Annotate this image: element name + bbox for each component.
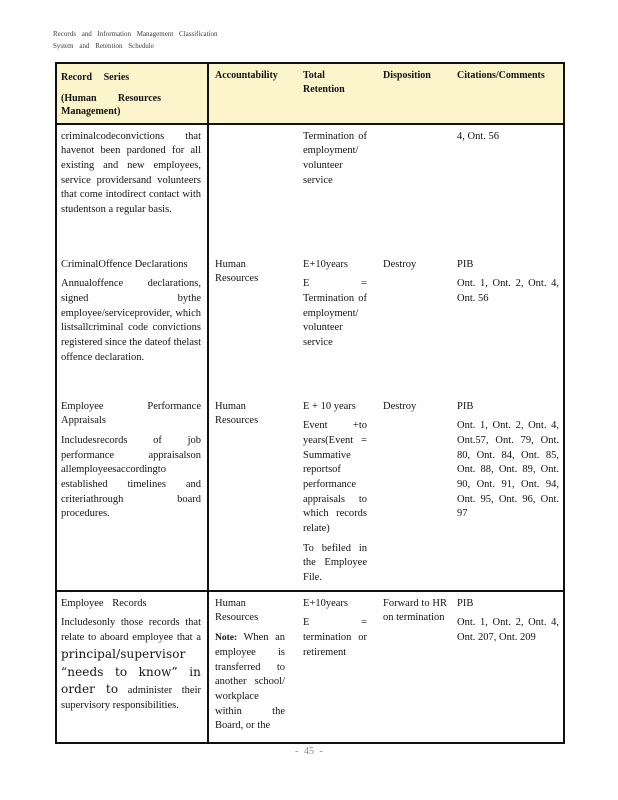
record-series-title: Employee Performance Appraisals (61, 400, 201, 427)
note-label: Note: (215, 633, 238, 644)
document-header (53, 28, 248, 52)
citation-paragraph: 4, Ont. 56 (457, 130, 499, 142)
table-row (57, 125, 563, 253)
record-series-cell (57, 125, 209, 253)
document-header-line1: Records and Information Management Classification (53, 30, 218, 38)
citation-paragraph: PIB (457, 258, 474, 270)
column-header-disposition: Disposition (383, 70, 431, 81)
description-text: administer their supervisory responsibilities. (61, 685, 201, 711)
disposition-cell (377, 125, 453, 253)
accountability-cell (209, 253, 297, 395)
accountability-text: Human Resources (215, 400, 259, 427)
disposition-cell (377, 253, 453, 395)
record-series-title: Employee Records (61, 597, 147, 609)
citation-paragraph: Ont. 1, Ont. 2, Ont. 4, Ont.57, Ont. 79, Ont. 80, Ont. 84, Ont. 85, Ont. 88, Ont. 89, Ont. 90, Ont. 91, Ont. 94, Ont. 95, Ont. 96, Ont. 97 (457, 420, 559, 520)
citations-cell (453, 592, 563, 742)
retention-paragraph: To befiled in the Employee File. (303, 542, 367, 584)
disposition-cell (377, 395, 453, 590)
citation-paragraph: Ont. 1, Ont. 2, Ont. 4, Ont. 56 (457, 278, 559, 304)
accountability-cell (209, 395, 297, 590)
column-header-citations: Citations/Comments (457, 70, 545, 81)
table-header-row (57, 64, 563, 125)
retention-cell (297, 395, 377, 590)
citation-paragraph: Ont. 1, Ont. 2, Ont. 4, Ont. 207, Ont. 209 (457, 617, 559, 644)
citations-cell (453, 253, 563, 395)
record-series-title: CriminalOffence Declarations (61, 258, 188, 270)
retention-paragraph: E+10years (303, 597, 348, 609)
record-series-cell (57, 592, 209, 742)
accountability-cell (209, 125, 297, 253)
disposition-cell (377, 592, 453, 742)
retention-paragraph: E+10years (303, 258, 348, 270)
accountability-text: Human Resources (215, 258, 259, 285)
citations-cell (453, 395, 563, 590)
retention-paragraph: E + 10 years (303, 400, 356, 412)
accountability-text: Human Resources (215, 597, 259, 624)
accountability-cell (209, 592, 297, 742)
record-series-description: criminalcodeconvictions that havenot been pardoned for all existing and new employees, service providersand volunteers that come intodirect contact with studentson a regular basis. (61, 130, 201, 215)
document-header-line2: System and Retention Schedule (53, 42, 154, 50)
record-series-header-subtitle: (Human Resources Management) (61, 92, 161, 117)
table-row (57, 395, 563, 590)
retention-cell (297, 125, 377, 253)
record-series-description (61, 616, 201, 713)
description-text: Includesonly those records that relate to aboard employee that a (61, 617, 201, 644)
disposition-text: Forward to HR on termination (383, 597, 447, 624)
retention-cell (297, 253, 377, 395)
retention-cell (297, 592, 377, 742)
record-series-description: Includesrecords of job performance appraisalson allemployeesaccordingto established timelines and criteriathrough board procedures. (61, 434, 201, 520)
table-row (57, 590, 563, 742)
citations-cell (453, 125, 563, 253)
retention-paragraph: E = termination or retirement (303, 617, 367, 658)
total-retention-header-label: Total Retention (303, 70, 345, 95)
note-text: When an employee is transferred to another school/ workplace within the Board, or the (215, 632, 285, 732)
retention-paragraph: Event +to years(Event = Summative reportsof performance appraisals to which records relate) (303, 420, 367, 534)
record-series-cell (57, 395, 209, 590)
table-row (57, 253, 563, 395)
disposition-text: Destroy (383, 258, 417, 270)
record-series-cell (57, 253, 209, 395)
retention-paragraph: E = Termination of employment/ volunteer service (303, 278, 367, 348)
record-series-header-title: Record Series (61, 72, 130, 83)
disposition-text: Destroy (383, 400, 417, 412)
accountability-note (215, 631, 285, 734)
record-series-description: Annualoffence declarations, signed bythe employee/serviceprovider, which listsallcriminal code convictions registered since the dateof thelast offence declaration. (61, 278, 201, 363)
emphasized-phrase: principal/supervisor “needs to know” in order to (61, 646, 201, 697)
retention-schedule-table (55, 62, 565, 744)
column-header-total-retention (297, 64, 377, 123)
citation-paragraph: PIB (457, 597, 474, 609)
citation-paragraph: PIB (457, 400, 474, 412)
page-number: - 45 - (295, 746, 323, 757)
retention-paragraph: Termination of employment/ volunteer service (303, 130, 367, 186)
column-header-record-series (57, 64, 209, 123)
column-header-accountability: Accountability (215, 70, 278, 81)
